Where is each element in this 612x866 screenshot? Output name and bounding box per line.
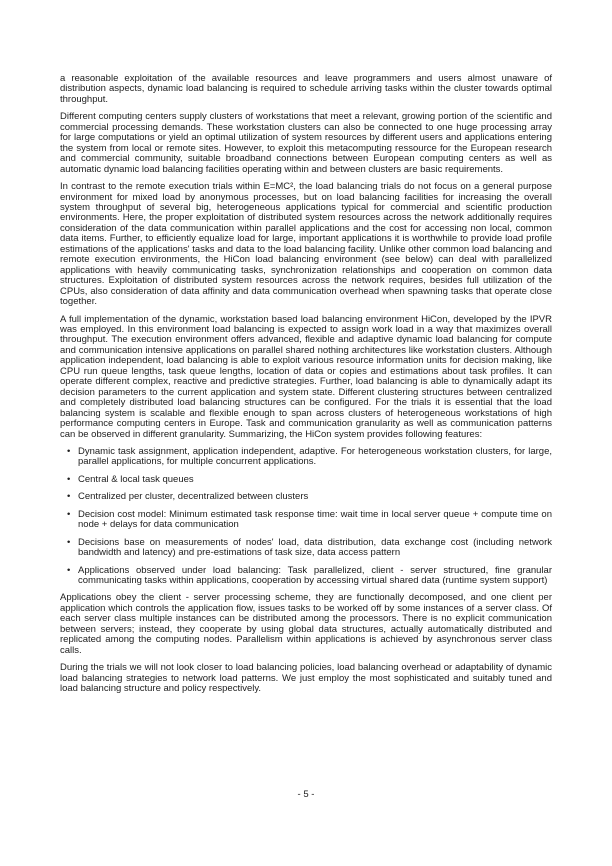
- page-number: - 5 -: [297, 789, 315, 800]
- bullet-icon: •: [67, 491, 71, 503]
- page-content: [60, 74, 552, 702]
- paragraph-intro-continuation: a reasonable exploitation of the available resources and leave programmers and users almost unaware of distribution aspects, dynamic load balancing is required to schedule arriving tasks within the cluster towards optimal throughput.: [60, 73, 552, 105]
- list-item: [60, 475, 552, 485]
- paragraph-hicon-implementation: A full implementation of the dynamic, workstation based load balancing environment HiCon, developed by the IPVR was employed. In this environment load balancing is expected to assign work load in a way that maximizes overall throughput. The execution environment offers advanced, flexible and adaptive dynamic load balancing for compute and communication intensive applications on parallel shared nothing architectures like workstation clusters. Although application independent, load balancing is able to exploit various resource information units for decision making, like CPU run queue lengths, task queue lengths, location of data or copies and estimations about task profiles. It can operate different complex, reactive and predictive strategies. Further, load balancing is able to dynamically adapt its decision parameters to the current application and system state. Different clustering structures between centralized and completely distributed load balancing structures can be configured. For the trials it is essential that the load balancing system is scalable and flexible enough to span across clusters of heterogeneous workstations of high performance computing centers in Europe. Task and communication granularity as well as communication patterns can be observed in different granularity. Summarizing, the HiCon system provides following features:: [60, 313, 552, 440]
- list-item: [60, 447, 552, 468]
- list-item: [60, 492, 552, 502]
- paragraph-trials-scope: During the trials we will not look closer to load balancing policies, load balancing overhead or adaptability of dynamic load balancing strategies to network load patterns. We just employ the most sophisticated and suitably tuned and load balancing structure and policy respectively.: [60, 662, 552, 695]
- paragraph-load-balancing-trials: In contrast to the remote execution trials within E=MC², the load balancing trials do not focus on a general purpose environment for mixed load by anonymous processes, but on load balancing facilities for increasing the overall system throughput of several big, heterogeneous applications typical for commercial and scientific production environments. Here, the proper exploitation of distributed system resources across the network additionally requires consideration of the data communication within parallel applications and the cost for accessing non local, common data items. Further, to efficiently equalize load for large, important applications it is worthwhile to provide load profile estimations of the applications' tasks and data to the load balancing facility. Unlike other common load balancing and remote execution environments, the HiCon load balancing environment (see below) can deal with parallelized applications with heavily communicating tasks, synchronization relationships and cooperation on common data structures. Exploitation of distributed system resources across the network requires, besides full utilization of the CPUs, also consideration of data affinity and data communication overhead when spawning tasks that operate close together.: [60, 181, 552, 308]
- bullet-icon: •: [67, 536, 71, 548]
- list-item-text: Central & local task queues: [78, 473, 194, 485]
- paragraph-computing-centers: Different computing centers supply clusters of workstations that meet a relevant, growing portion of the scientific and commercial processing demands. These workstation clusters can also be connected to one huge processing array for large computations or yield an optimal utilization of system resources by different users and applications entering the system from local or remote sites. However, to exploit this metacomputing ressource for the European research and commercial community, suitable broadband connections between European computing centers as well as automatic dynamic load balancing facilities operating within and between clusters are basic requirements.: [60, 111, 552, 175]
- feature-list: [60, 447, 552, 587]
- paragraph-client-server-scheme: Applications obey the client - server processing scheme, they are functionally decomposed, and one client per application which controls the application flow, issues tasks to be worked off by some instances of a server class. Of each server class multiple instances can be distributed among the processors. There is no explicit communication between servers; instead, they cooperate by using global data structures, actually automatically distributed and replicated among the computing nodes. Parallelism within applications is achieved by asynchronous server class calls.: [60, 592, 552, 656]
- list-item-text: Decisions base on measurements of nodes' load, data distribution, data exchange cost (including network bandwidth and latency) and pre-estimations of task size, data access pattern: [78, 536, 552, 559]
- list-item: [60, 566, 552, 587]
- list-item-text: Centralized per cluster, decentralized between clusters: [78, 491, 309, 503]
- list-item: [60, 510, 552, 531]
- bullet-icon: •: [67, 508, 71, 520]
- bullet-icon: •: [67, 445, 71, 457]
- list-item-text: Applications observed under load balancing: Task parallelized, client - server structured, fine granular communicating tasks within applications, cooperation by accessing virtual shared data (runtime system support): [78, 564, 552, 587]
- list-item-text: Dynamic task assignment, application independent, adaptive. For heterogeneous workstation clusters, for large, parallel applications, for multiple concurrent applications.: [78, 445, 552, 468]
- list-item-text: Decision cost model: Minimum estimated task response time: wait time in local server queue + compute time on node + delays for data communication: [78, 508, 552, 531]
- bullet-icon: •: [67, 564, 71, 576]
- bullet-icon: •: [67, 473, 71, 485]
- list-item: [60, 538, 552, 559]
